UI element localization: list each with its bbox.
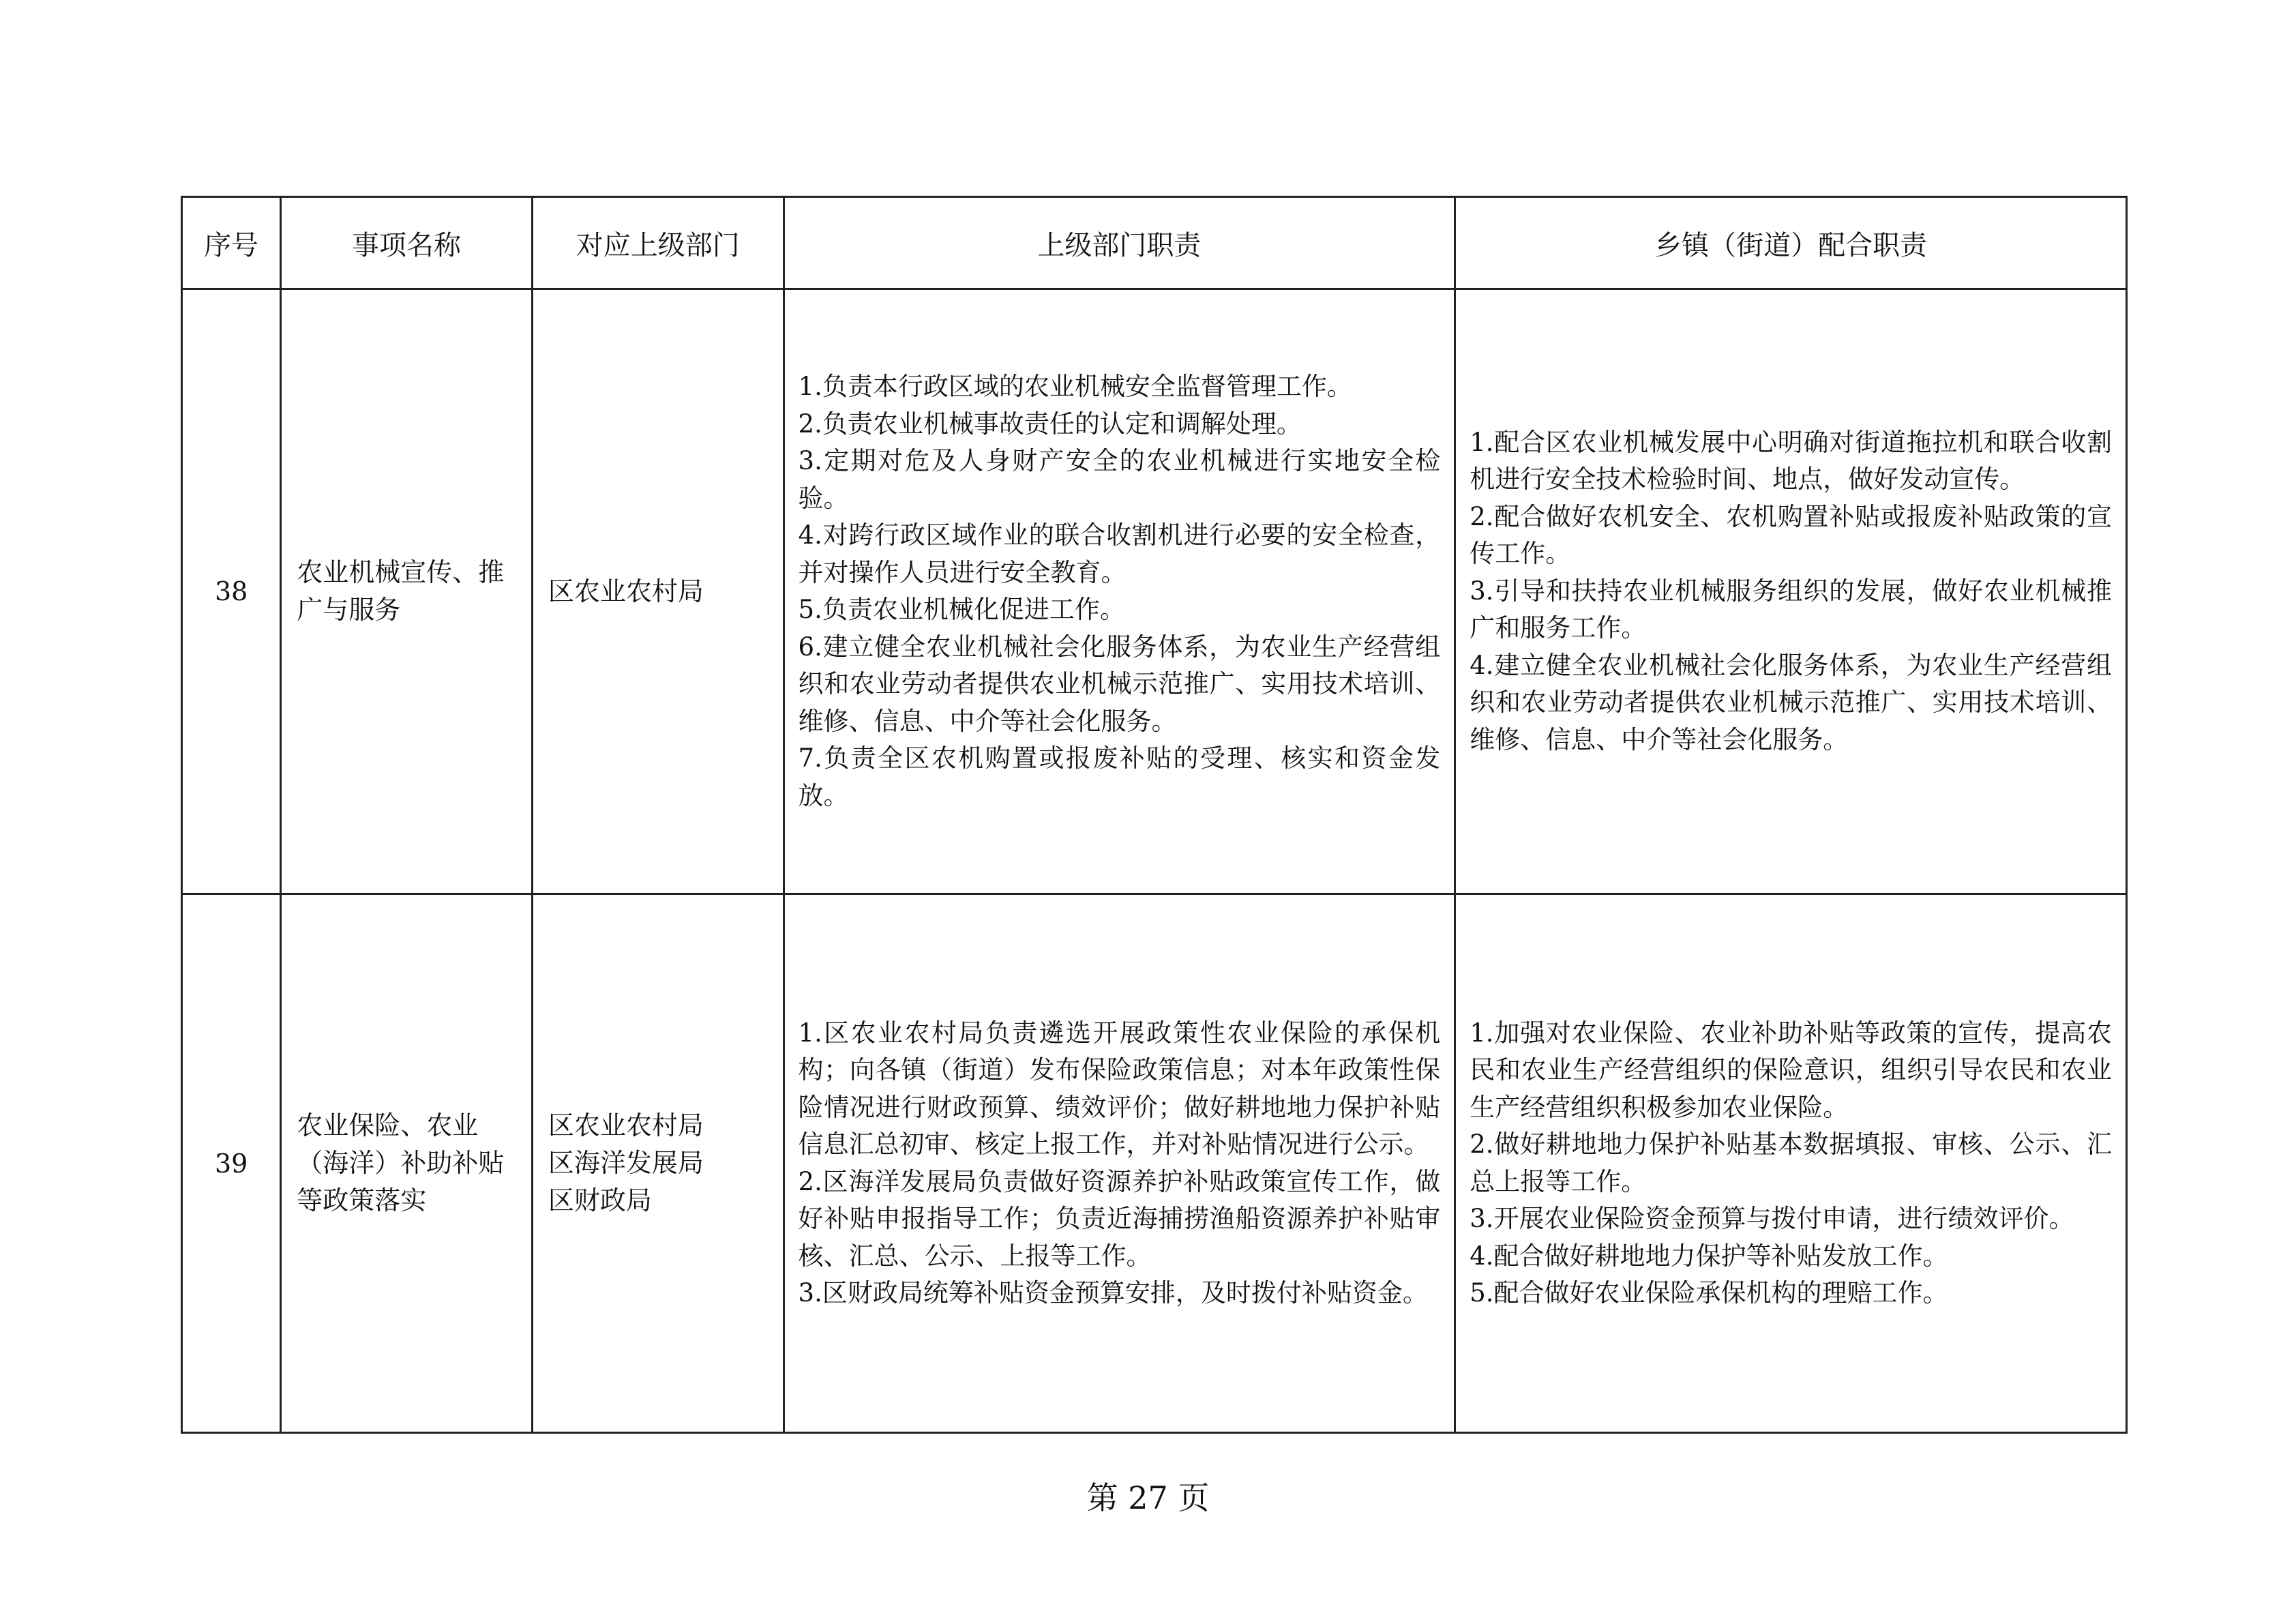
duty-item: 1.区农业农村局负责遴选开展政策性农业保险的承保机构；向各镇（街道）发布保险政策信息；对本年政策性保险情况进行财政预算、绩效评价；做好耕地地力保护补贴信息汇总初审、核定上报工作，并对补贴情况进行公示。 [798, 1018, 1441, 1159]
duty-item: 2.配合做好农机安全、农机购置补贴或报废补贴政策的宣传工作。 [1470, 501, 2112, 569]
row-upper-duties [784, 289, 1455, 894]
table-row [182, 894, 2127, 1433]
row-item-name: 农业保险、农业（海洋）补助补贴等政策落实 [281, 894, 533, 1433]
row-dept [532, 289, 784, 894]
duty-item: 1.负责本行政区域的农业机械安全监督管理工作。 [798, 372, 1352, 401]
dept-line: 区农业农村局 [548, 576, 704, 606]
header-seq: 序号 [182, 197, 281, 289]
duty-item: 4.建立健全农业机械社会化服务体系，为农业生产经营组织和农业劳动者提供农业机械示范推广、实用技术培训、维修、信息、中介等社会化服务。 [1470, 650, 2112, 754]
row-town-duties [1455, 894, 2127, 1433]
duty-item: 3.区财政局统筹补贴资金预算安排，及时拨付补贴资金。 [798, 1278, 1428, 1308]
duty-item: 4.对跨行政区域作业的联合收割机进行必要的安全检查，并对操作人员进行安全教育。 [798, 520, 1441, 587]
duty-item: 5.配合做好农业保险承保机构的理赔工作。 [1470, 1278, 1948, 1308]
duty-item: 1.加强对农业保险、农业补助补贴等政策的宣传，提高农民和农业生产经营组织的保险意识，组织引导农民和农业生产经营组织积极参加农业保险。 [1470, 1018, 2112, 1122]
table-header-row [182, 197, 2127, 289]
duty-item: 2.做好耕地地力保护补贴基本数据填报、审核、公示、汇总上报等工作。 [1470, 1130, 2112, 1196]
duty-item: 3.开展农业保险资金预算与拨付申请，进行绩效评价。 [1470, 1204, 2074, 1233]
duty-item: 6.建立健全农业机械社会化服务体系，为农业生产经营组织和农业劳动者提供农业机械示范推广、实用技术培训、维修、信息、中介等社会化服务。 [798, 632, 1441, 736]
duty-item: 3.定期对危及人身财产安全的农业机械进行实地安全检验。 [798, 446, 1441, 513]
row-seq: 39 [182, 894, 281, 1433]
responsibility-table [181, 196, 2128, 1434]
row-seq: 38 [182, 289, 281, 894]
header-town-duties: 乡镇（街道）配合职责 [1455, 197, 2127, 289]
row-item-name: 农业机械宣传、推广与服务 [281, 289, 533, 894]
row-dept [532, 894, 784, 1433]
header-dept: 对应上级部门 [532, 197, 784, 289]
duty-item: 3.引导和扶持农业机械服务组织的发展，做好农业机械推广和服务工作。 [1470, 576, 2112, 643]
dept-line: 区海洋发展局 [548, 1148, 704, 1178]
duty-item: 4.配合做好耕地地力保护等补贴发放工作。 [1470, 1241, 1948, 1271]
dept-line: 区财政局 [548, 1185, 652, 1215]
header-upper-duties: 上级部门职责 [784, 197, 1455, 289]
row-upper-duties [784, 894, 1455, 1433]
header-name: 事项名称 [281, 197, 533, 289]
duty-item: 1.配合区农业机械发展中心明确对街道拖拉机和联合收割机进行安全技术检验时间、地点，做好发动宣传。 [1470, 427, 2112, 494]
row-town-duties [1455, 289, 2127, 894]
page-number: 第 27 页 [1086, 1479, 1210, 1516]
dept-line: 区农业农村局 [548, 1110, 704, 1140]
duty-item: 7.负责全区农机购置或报废补贴的受理、核实和资金发放。 [798, 743, 1441, 810]
table-row [182, 289, 2127, 894]
duty-item: 5.负责农业机械化促进工作。 [798, 595, 1125, 624]
duty-item: 2.负责农业机械事故责任的认定和调解处理。 [798, 409, 1302, 439]
duty-item: 2.区海洋发展局负责做好资源养护补贴政策宣传工作，做好补贴申报指导工作；负责近海捕捞渔船资源养护补贴审核、汇总、公示、上报等工作。 [798, 1166, 1441, 1271]
